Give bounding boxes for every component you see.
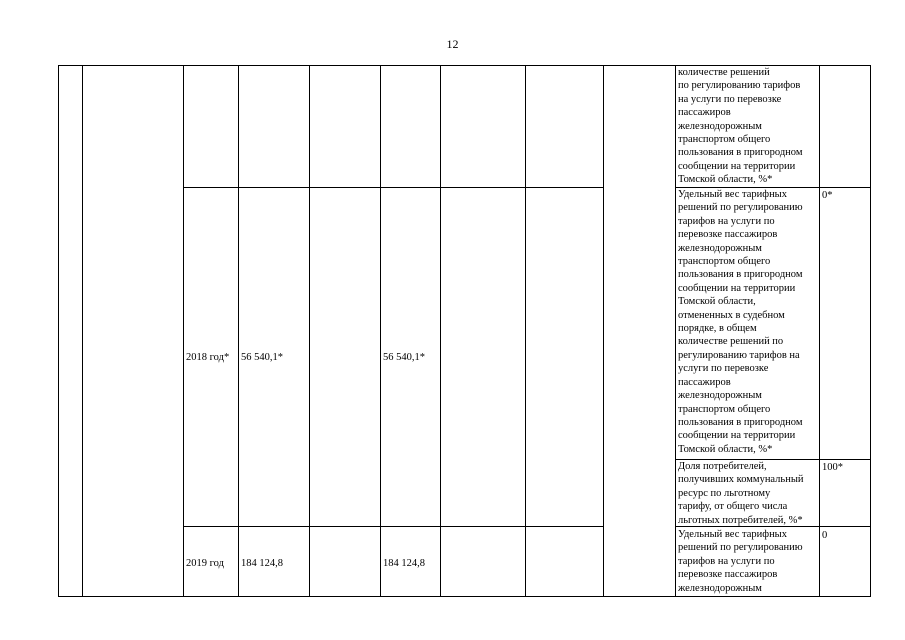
column-divider — [380, 65, 381, 597]
row-divider — [183, 187, 604, 188]
indicator-value: 100* — [822, 462, 843, 473]
indicator-value: 0 — [822, 530, 828, 541]
indicator-value: 0* — [822, 190, 833, 201]
indicator-text: Удельный вес тарифных решений по регулированию тарифов на услуги по перевозке пассажиров железнодорожным транспортом общего пользования в пригородном сообщении на территории Томской области, отмененных в судебном порядке, в общем количестве решений по регулированию тарифов на услуги по перевозке пассажиров железнодорожным транспортом общего пользования в пригородном сообщении на территории Томской области, %* — [678, 189, 803, 455]
amount-regional: 56 540,1* — [383, 352, 425, 363]
indicator-text: Доля потребителей, получивших коммунальный ресурс по льготному тарифу, от общего числа льготных потребителей, %* — [678, 461, 804, 526]
table-border-bottom — [58, 596, 871, 597]
indicator-text: Удельный вес тарифных решений по регулированию тарифов на услуги по перевозке пассажиров железнодорожным — [678, 529, 803, 594]
table-border-right — [870, 65, 871, 597]
column-divider — [309, 65, 310, 597]
column-divider — [238, 65, 239, 597]
column-divider — [82, 65, 83, 597]
page-number: 12 — [446, 37, 459, 51]
amount-regional: 184 124,8 — [383, 558, 425, 569]
indicator-text: количестве решений по регулированию тарифов на услуги по перевозке пассажиров железнодорожным транспортом общего пользования в пригородном сообщении на территории Томской области, %* — [678, 67, 803, 186]
year-label: 2018 год* — [186, 352, 230, 363]
column-divider — [525, 65, 526, 597]
column-divider — [603, 65, 604, 597]
table-border-left — [58, 65, 59, 597]
column-divider — [675, 65, 676, 597]
amount-total: 56 540,1* — [241, 352, 283, 363]
year-label: 2019 год — [186, 558, 224, 569]
column-divider — [440, 65, 441, 597]
row-divider — [183, 526, 604, 527]
amount-total: 184 124,8 — [241, 558, 283, 569]
column-divider — [183, 65, 184, 597]
